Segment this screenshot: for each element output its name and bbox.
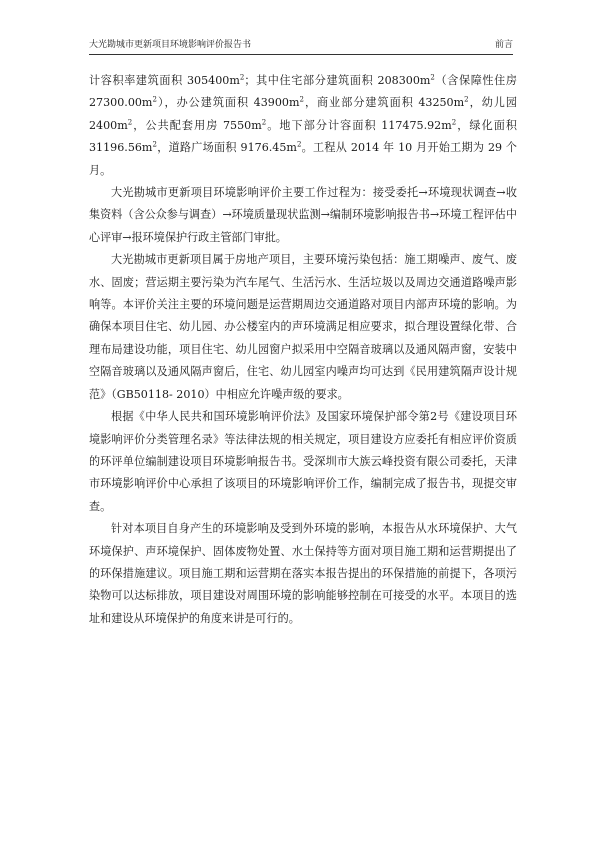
- superscript-2: 2: [152, 95, 157, 104]
- text-run: 计容积率建筑面积 305400m: [89, 74, 240, 87]
- text-run: ，商业部分建筑面积 43250m: [303, 96, 465, 110]
- text-run: ，道路广场面积 9176.45m: [156, 141, 297, 155]
- text-run: ；其中住宅部分建筑面积 208300m: [244, 74, 431, 87]
- superscript-2: 2: [239, 73, 245, 82]
- text-run: （含保障性住房 27300.00m: [89, 74, 517, 110]
- text-run: ，绿化面积 31196.56m: [89, 118, 517, 155]
- text-run: 。工程从 2014 年 10 月开始工期为 29 个月。: [89, 141, 517, 177]
- superscript-2: 2: [430, 73, 435, 82]
- text-run: ），办公建筑面积 43900m: [156, 96, 300, 110]
- paragraph-area-figures: [89, 70, 517, 182]
- superscript-2: 2: [464, 95, 469, 104]
- document-body: [89, 70, 517, 630]
- header-title: 大光勘城市更新项目环境影响评价报告书: [89, 40, 252, 50]
- page-header: [89, 38, 513, 55]
- text-run: ，幼儿园 2400m: [89, 96, 517, 132]
- superscript-2: 2: [296, 140, 302, 149]
- superscript-2: 2: [451, 118, 457, 127]
- paragraph-conclusion: 针对本项目自身产生的环境影响及受到外环境的影响，本报告从水环境保护、大气环境保护、声环境保护、固体废物处置、水土保持等方面对项目施工期和运营期提出了的环保措施建议。项目施工期和运营期在落实本报告提出的环保措施的前提下，各项污染物可以达标排放，项目建设对周围环境的影响能够控制在可接受的水平。本项目的选址和建设从环境保护的角度来讲是可行的。: [89, 522, 517, 625]
- superscript-2: 2: [261, 118, 267, 127]
- header-section: 前言: [494, 40, 513, 50]
- superscript-2: 2: [152, 140, 157, 149]
- text-run: 。地下部分计容面积 117475.92m: [266, 118, 452, 132]
- text-run: ，公共配套用房 7550m: [132, 118, 262, 132]
- paragraph-pollution-sources: 大光勘城市更新项目属于房地产项目，主要环境污染包括：施工期噪声、废气、废水、固废；营运期主要污染为汽车尾气、生活污水、生活垃圾以及周边交通道路噪声影响等。本评价关注主要的环境问题是运营期周边交通道路对项目内部声环境的影响。为确保本项目住宅、幼儿园、办公楼室内的声环境满足相应要求，拟合理设置绿化带、合理布局建设功能，项目住宅、幼儿园窗户拟采用中空隔音玻璃以及通风隔声窗，安装中空隔音玻璃以及通风隔声窗后，住宅、幼儿园室内噪声均可达到《民用建筑隔声设计规范》（GB50118- 2010）中相应允许噪声级的要求。: [89, 253, 517, 401]
- paragraph-work-process: 大光勘城市更新项目环境影响评价主要工作过程为：接受委托→环境现状调查→收集资料（含公众参与调查）→环境质量现状监测→编制环境影响报告书→环境工程评估中心评审→报环境保护行政主管部门审批。: [89, 186, 517, 244]
- paragraph-legal-basis: 根据《中华人民共和国环境影响评价法》及国家环境保护部令第2号《建设项目环境影响评价分类管理名录》等法律法规的相关规定，项目建设方应委托有相应评价资质的环评单位编制建设项目环境影响报告书。受深圳市大族云峰投资有限公司委托，天津市环境影响评价中心承担了该项目的环境影响评价工作，编制完成了报告书，现提交审查。: [89, 410, 517, 513]
- superscript-2: 2: [299, 95, 304, 104]
- superscript-2: 2: [127, 118, 133, 127]
